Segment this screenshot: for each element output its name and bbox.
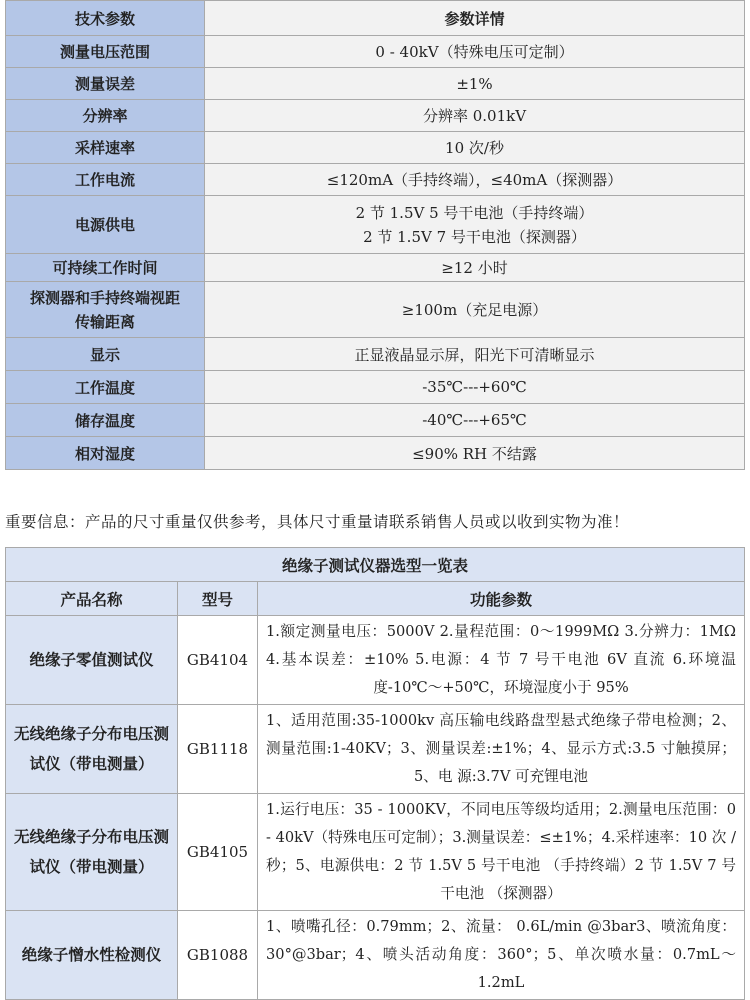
spec-row [6, 196, 745, 254]
spec-key: 显示 [6, 338, 205, 371]
product-name: 无线绝缘子分布电压测试仪（带电测量） [6, 705, 178, 794]
product-model: GB1118 [178, 705, 258, 794]
product-params: 1、适用范围:35-1000kv 高压输电线路盘型悬式绝缘子带电检测；2、测量范围:1-40KV；3、测量误差:±1%；4、显示方式:3.5 寸触摸屏；5、电 源:3.7V 可充锂电池 [258, 705, 745, 794]
spec-value: 10 次/秒 [205, 132, 745, 164]
spec-row [6, 68, 745, 100]
spec-row [6, 282, 745, 338]
selection-table-title: 绝缘子测试仪器选型一览表 [6, 548, 745, 582]
spec-row [6, 132, 745, 164]
spec-key [6, 282, 205, 338]
spec-value: ≥12 小时 [205, 254, 745, 282]
spec-value: 正显液晶显示屏，阳光下可清晰显示 [205, 338, 745, 371]
spec-value: ≥100m（充足电源） [205, 282, 745, 338]
spec-header-value: 参数详情 [205, 1, 745, 36]
spec-key: 采样速率 [6, 132, 205, 164]
spec-key: 相对湿度 [6, 437, 205, 470]
spec-key: 工作温度 [6, 371, 205, 404]
spec-value: ≤90% RH 不结露 [205, 437, 745, 470]
spec-value: ≤120mA（手持终端），≤40mA（探测器） [205, 164, 745, 196]
selection-table [5, 547, 745, 1000]
spec-row [6, 404, 745, 437]
product-row [6, 911, 745, 1000]
product-params: 1.额定测量电压：5000V 2.量程范围：0～1999MΩ 3.分辨力：1MΩ 4.基本误差：±10% 5.电源：4 节 7 号干电池 6V 直流 6.环境温度-10℃～+50℃，环境湿度小于 95% [258, 616, 745, 705]
spec-row [6, 254, 745, 282]
product-name: 绝缘子憎水性检测仪 [6, 911, 178, 1000]
product-row [6, 705, 745, 794]
spec-row [6, 100, 745, 132]
header-params: 功能参数 [258, 582, 745, 616]
selection-title-row [6, 548, 745, 582]
header-model: 型号 [178, 582, 258, 616]
spec-header-key: 技术参数 [6, 1, 205, 36]
header-product-name: 产品名称 [6, 582, 178, 616]
spec-key: 测量误差 [6, 68, 205, 100]
spec-row [6, 338, 745, 371]
spec-key: 测量电压范围 [6, 36, 205, 68]
spec-value: 0 - 40kV（特殊电压可定制） [205, 36, 745, 68]
selection-header-row [6, 582, 745, 616]
spec-row [6, 371, 745, 404]
spec-value: -35℃---+60℃ [205, 371, 745, 404]
spec-value-line: 2 节 1.5V 5 号干电池（手持终端） [355, 203, 594, 222]
spec-value [205, 196, 745, 254]
important-note: 重要信息：产品的尺寸重量仅供参考，具体尺寸重量请联系销售人员或以收到实物为准！ [5, 513, 630, 531]
spec-value: -40℃---+65℃ [205, 404, 745, 437]
product-model: GB4105 [178, 794, 258, 911]
spec-key-line: 传输距离 [74, 312, 135, 331]
spec-row [6, 164, 745, 196]
product-params: 1、喷嘴孔径：0.79mm；2、流量： 0.6L/min @3bar3、喷流角度：30°@3bar；4、喷头活动角度：360°；5、单次喷水量：0.7mL～1.2mL [258, 911, 745, 1000]
product-name: 绝缘子零值测试仪 [6, 616, 178, 705]
spec-key: 分辨率 [6, 100, 205, 132]
spec-key: 工作电流 [6, 164, 205, 196]
spec-row [6, 36, 745, 68]
spec-value: ±1% [205, 68, 745, 100]
spec-header-row [6, 1, 745, 36]
spec-key-line: 探测器和手持终端视距 [29, 288, 180, 307]
spec-key: 可持续工作时间 [6, 254, 205, 282]
product-model: GB4104 [178, 616, 258, 705]
product-model: GB1088 [178, 911, 258, 1000]
spec-key: 储存温度 [6, 404, 205, 437]
product-params: 1.运行电压：35 - 1000KV，不同电压等级均适用；2.测量电压范围：0 - 40kV（特殊电压可定制）；3.测量误差：≤±1%；4.采样速率：10 次 / 秒；5、电源供电：2 节 1.5V 5 号干电池 （手持终端）2 节 1.5V 7 号干电池 （探测器） [258, 794, 745, 911]
spec-row [6, 437, 745, 470]
spec-value: 分辨率 0.01kV [205, 100, 745, 132]
spec-value-line: 2 节 1.5V 7 号干电池（探测器） [363, 227, 586, 246]
product-name: 无线绝缘子分布电压测试仪（带电测量） [6, 794, 178, 911]
spec-key: 电源供电 [6, 196, 205, 254]
spec-table [5, 0, 745, 470]
product-row [6, 616, 745, 705]
product-row [6, 794, 745, 911]
